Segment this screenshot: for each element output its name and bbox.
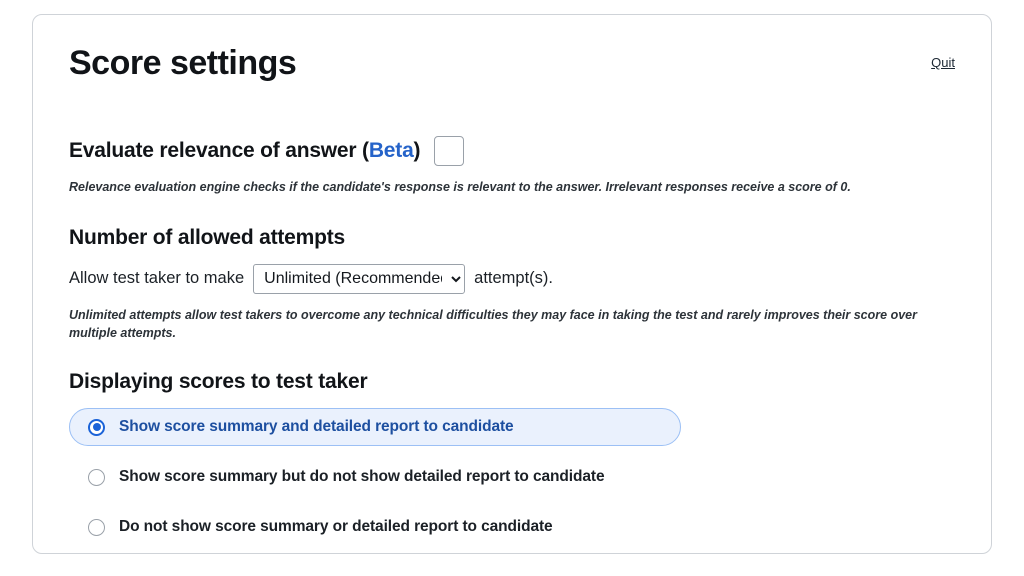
spacer — [69, 84, 955, 136]
display-scores-radio-group — [69, 408, 955, 546]
quit-link[interactable]: Quit — [931, 55, 955, 70]
attempts-heading: Number of allowed attempts — [69, 225, 346, 249]
relevance-heading — [69, 139, 420, 163]
relevance-heading-text: Evaluate relevance of answer ( — [69, 138, 369, 162]
beta-badge: Beta — [368, 138, 414, 162]
relevance-heading-row — [69, 136, 955, 166]
card-content — [33, 15, 991, 553]
page-title: Score settings — [69, 44, 297, 82]
radio-option-summary-only[interactable] — [69, 458, 955, 496]
relevance-heading-close: ) — [413, 138, 421, 162]
relevance-help-text: Relevance evaluation engine checks if the candidate's response is relevant to the answer. Irrelevant responses receive a score of 0. — [69, 179, 851, 194]
score-settings-card — [32, 14, 992, 554]
radio-option-label: Show score summary but do not show detailed report to candidate — [119, 468, 605, 486]
attempts-select[interactable] — [253, 264, 465, 294]
radio-icon[interactable] — [88, 419, 105, 436]
evaluate-relevance-checkbox[interactable] — [434, 136, 464, 166]
radio-option-label: Show score summary and detailed report to candidate — [119, 418, 514, 436]
attempts-suffix-label: attempt(s). — [474, 269, 554, 288]
attempts-help-text: Unlimited attempts allow test takers to overcome any technical difficulties they may face in taking the test and rarely improves their score over multiple attempts. — [69, 307, 917, 341]
attempts-prefix-label: Allow test taker to make — [69, 269, 245, 288]
radio-option-label: Do not show score summary or detailed report to candidate — [119, 518, 553, 536]
attempts-row — [69, 264, 955, 294]
radio-option-none[interactable] — [69, 508, 955, 546]
display-scores-heading: Displaying scores to test taker — [69, 370, 368, 394]
radio-icon[interactable] — [88, 519, 105, 536]
radio-icon[interactable] — [88, 469, 105, 486]
radio-option-detailed-report[interactable] — [69, 408, 681, 446]
